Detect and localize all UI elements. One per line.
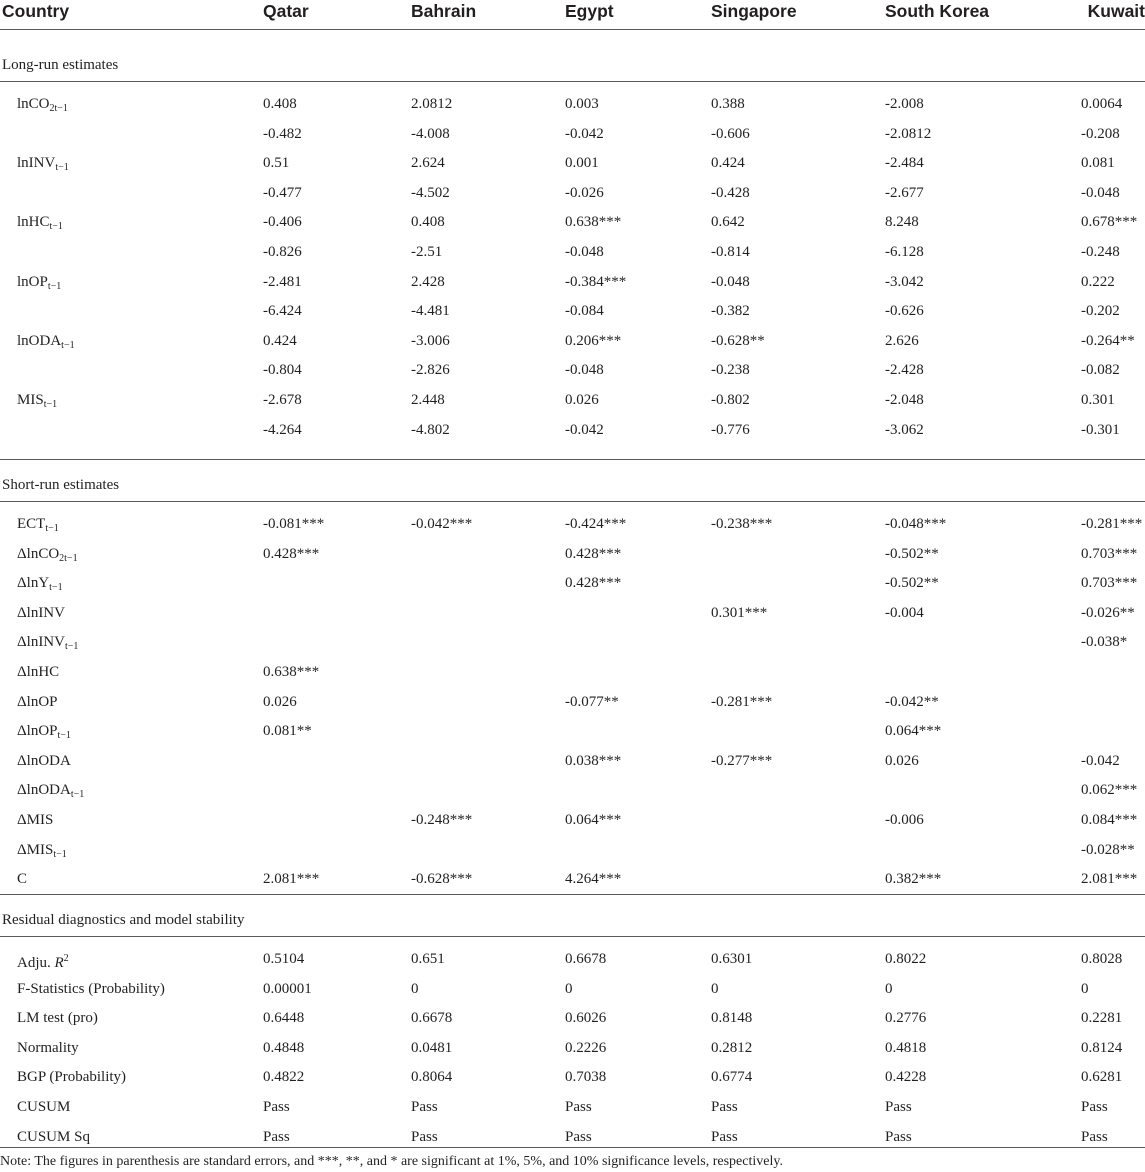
row-label bbox=[17, 1127, 90, 1147]
table-cell: 0 bbox=[1081, 980, 1089, 997]
table-cell: -0.384*** bbox=[565, 273, 627, 290]
table-cell: 0.7038 bbox=[565, 1069, 607, 1086]
header-country-6: Kuwait bbox=[1087, 1, 1145, 21]
row-label-text: lnODA bbox=[17, 332, 62, 349]
table-cell: -0.406 bbox=[263, 214, 302, 231]
table-cell: -0.238*** bbox=[711, 516, 773, 532]
table-row bbox=[0, 1008, 1145, 1038]
table-cell: Pass bbox=[565, 1099, 592, 1115]
section-title: Residual diagnostics and model stability bbox=[2, 912, 245, 928]
row-label-text: ΔlnINV bbox=[17, 604, 65, 621]
table-cell: -0.281*** bbox=[1081, 516, 1143, 532]
table-cell: 0.6678 bbox=[565, 951, 607, 967]
row-label bbox=[17, 780, 84, 800]
table-cell: 0.424 bbox=[263, 332, 297, 349]
table-cell: -0.048 bbox=[565, 244, 604, 260]
table-cell: -2.481 bbox=[263, 273, 302, 290]
row-label-sub: t−1 bbox=[49, 221, 63, 233]
table-cell: 0.6281 bbox=[1081, 1069, 1123, 1086]
table-cell: 2.081*** bbox=[263, 871, 320, 888]
row-label-sub: t−1 bbox=[55, 162, 69, 174]
row-label-sub: t−1 bbox=[49, 582, 63, 594]
row-label bbox=[17, 840, 67, 860]
table-cell: Pass bbox=[711, 1128, 738, 1145]
table-cell: -2.484 bbox=[885, 155, 924, 172]
table-cell: 2.624 bbox=[411, 155, 445, 172]
table-cell: 0.382*** bbox=[885, 871, 942, 888]
table-cell: 0.026 bbox=[263, 693, 297, 710]
table-cell: 0.6448 bbox=[263, 1010, 305, 1027]
table-cell: 0.638*** bbox=[565, 214, 622, 231]
table-cell: 0.081** bbox=[263, 723, 312, 740]
table-cell: -0.038* bbox=[1081, 634, 1128, 651]
table-cell: -4.802 bbox=[411, 421, 450, 438]
table-cell: 0.0064 bbox=[1081, 96, 1123, 112]
table-row bbox=[0, 1038, 1145, 1068]
row-label-text: BGP (Probability) bbox=[17, 1069, 127, 1086]
table-cell: 0.081 bbox=[1081, 155, 1115, 172]
table-cell: Pass bbox=[885, 1128, 912, 1145]
row-label-text: Adju. bbox=[17, 955, 55, 971]
table-cell: 0.51 bbox=[263, 155, 290, 172]
table-cell: Pass bbox=[263, 1099, 290, 1115]
table-cell: 0 bbox=[565, 980, 573, 997]
row-label-text: MIS bbox=[17, 392, 44, 408]
table-cell: -0.477 bbox=[263, 184, 302, 201]
table-cell: -0.048*** bbox=[885, 516, 947, 532]
row-label-text: C bbox=[17, 871, 28, 888]
table-row bbox=[0, 272, 1145, 302]
table-row bbox=[0, 514, 1145, 544]
table-cell: -0.082 bbox=[1081, 362, 1120, 379]
row-label-text: lnCO bbox=[17, 96, 50, 112]
row-label bbox=[17, 632, 78, 652]
table-cell: -0.202 bbox=[1081, 303, 1120, 320]
table-cell: 0.651 bbox=[411, 951, 445, 967]
table-cell: -0.826 bbox=[263, 244, 302, 260]
section-title-rule bbox=[0, 501, 1145, 502]
table-cell: 0.428*** bbox=[263, 545, 320, 562]
table-cell: 0.8064 bbox=[411, 1069, 453, 1086]
table-cell: 0.428*** bbox=[565, 575, 622, 592]
table-cell: -0.042** bbox=[885, 693, 939, 710]
table-cell: -0.042 bbox=[1081, 752, 1120, 769]
table-cell: -0.424*** bbox=[565, 516, 627, 532]
table-cell: 0.206*** bbox=[565, 332, 622, 349]
table-cell: 0.001 bbox=[565, 155, 599, 172]
row-label bbox=[17, 573, 63, 593]
table-row bbox=[0, 1127, 1145, 1157]
row-label bbox=[17, 810, 53, 830]
table-cell: 0.026 bbox=[565, 392, 599, 408]
table-cell: 0.6774 bbox=[711, 1069, 753, 1086]
row-label-text: ΔlnCO bbox=[17, 545, 60, 562]
table-row bbox=[0, 1067, 1145, 1097]
row-label bbox=[17, 1008, 98, 1028]
table-cell: 0.2812 bbox=[711, 1039, 753, 1056]
table-cell: 0.301 bbox=[1081, 392, 1115, 408]
table-cell: 0.388 bbox=[711, 96, 745, 112]
row-label bbox=[17, 692, 58, 712]
row-label bbox=[17, 869, 27, 889]
table-cell: -0.048 bbox=[1081, 184, 1120, 201]
table-cell: 0.301*** bbox=[711, 604, 768, 621]
table-row bbox=[0, 632, 1145, 662]
row-label bbox=[17, 662, 59, 682]
table-cell: 2.0812 bbox=[411, 96, 453, 112]
table-cell: Pass bbox=[565, 1128, 592, 1145]
table-cell: 0.038*** bbox=[565, 752, 622, 769]
table-cell: 0.703*** bbox=[1081, 545, 1138, 562]
table-cell: 0.4818 bbox=[885, 1039, 927, 1056]
row-label-sub: t−1 bbox=[47, 280, 62, 292]
table-cell: 0.064*** bbox=[885, 723, 942, 740]
table-cell: -0.248*** bbox=[411, 812, 473, 828]
row-label bbox=[17, 1097, 70, 1117]
table-cell: Pass bbox=[885, 1099, 912, 1115]
table-cell: -0.081*** bbox=[263, 516, 325, 532]
table-row bbox=[0, 544, 1145, 574]
row-label-sub: t−1 bbox=[70, 789, 85, 801]
row-label-sub: t−1 bbox=[64, 641, 79, 653]
table-cell: -0.006 bbox=[885, 812, 924, 828]
bottom-rule bbox=[0, 1147, 1145, 1148]
table-cell: -0.281*** bbox=[711, 693, 773, 710]
table-row bbox=[0, 721, 1145, 751]
table-cell: 0.408 bbox=[411, 214, 445, 231]
table-cell: -2.51 bbox=[411, 244, 443, 260]
table-cell: 0.6026 bbox=[565, 1010, 607, 1027]
row-label-sub: t−1 bbox=[43, 399, 58, 410]
table-cell: -3.042 bbox=[885, 273, 924, 290]
table-cell: 0.4228 bbox=[885, 1069, 927, 1086]
table-cell: -0.802 bbox=[711, 392, 750, 408]
table-row bbox=[0, 810, 1145, 840]
section-rule bbox=[0, 894, 1145, 895]
table-cell: 0.638*** bbox=[263, 664, 320, 680]
row-label-italic: R bbox=[54, 955, 64, 971]
table-row bbox=[0, 840, 1145, 870]
row-label bbox=[17, 751, 71, 771]
row-label-text: lnHC bbox=[17, 214, 50, 231]
table-header bbox=[0, 0, 1145, 29]
table-cell: 0.8124 bbox=[1081, 1039, 1123, 1056]
row-label bbox=[17, 979, 165, 999]
table-row bbox=[0, 949, 1145, 979]
row-label bbox=[17, 514, 59, 534]
table-cell: -0.048 bbox=[565, 362, 604, 379]
row-label-text: ΔlnINV bbox=[17, 634, 65, 651]
table-row bbox=[0, 979, 1145, 1009]
table-cell: 0 bbox=[885, 980, 893, 997]
row-label-text: ΔlnOP bbox=[17, 693, 58, 710]
row-label-text: ΔlnOP bbox=[17, 723, 58, 740]
table-cell: -0.048 bbox=[711, 273, 750, 290]
table-cell: -0.238 bbox=[711, 362, 750, 379]
header-country: Country bbox=[2, 1, 70, 21]
table-note: Note: The figures in parenthesis are standard errors, and ***, **, and * are significant at 1%, 5%, and 10% significance levels, respectively. bbox=[0, 1154, 783, 1169]
table-row bbox=[0, 1097, 1145, 1127]
table-cell: 0.2776 bbox=[885, 1010, 927, 1027]
table-cell: -2.008 bbox=[885, 96, 924, 112]
table-cell: -3.006 bbox=[411, 332, 450, 349]
table-cell: 0.8148 bbox=[711, 1010, 753, 1027]
table-cell: -0.084 bbox=[565, 303, 604, 320]
table-row bbox=[0, 573, 1145, 603]
table-cell: -2.678 bbox=[263, 392, 302, 408]
table-cell: 0.4822 bbox=[263, 1069, 305, 1086]
row-label bbox=[17, 94, 68, 114]
table-cell: -0.264** bbox=[1081, 332, 1135, 349]
table-cell: 0.062*** bbox=[1081, 782, 1138, 799]
table-cell: -0.428 bbox=[711, 184, 750, 201]
row-label-sub: 2t−1 bbox=[49, 103, 68, 114]
table-cell: -0.277*** bbox=[711, 752, 773, 769]
table-cell: Pass bbox=[411, 1099, 438, 1115]
section-title: Short-run estimates bbox=[2, 477, 120, 493]
row-label bbox=[17, 331, 75, 351]
table-cell: 0.222 bbox=[1081, 273, 1115, 290]
row-label-sup: 2 bbox=[63, 953, 69, 964]
table-cell: -2.0812 bbox=[885, 125, 932, 142]
table-row bbox=[0, 94, 1145, 124]
table-cell: -0.042 bbox=[565, 125, 604, 142]
row-label bbox=[17, 603, 65, 623]
table-cell: -0.804 bbox=[263, 362, 302, 379]
table-cell: -0.628*** bbox=[411, 871, 473, 888]
row-label bbox=[17, 153, 69, 173]
table-cell: 2.626 bbox=[885, 332, 919, 349]
row-label bbox=[17, 1067, 126, 1087]
table-cell: -0.301 bbox=[1081, 421, 1120, 438]
table-cell: 8.248 bbox=[885, 214, 919, 231]
table-cell: 0.084*** bbox=[1081, 812, 1138, 828]
header-rule bbox=[0, 29, 1145, 30]
table-row bbox=[0, 153, 1145, 183]
table-cell: -6.424 bbox=[263, 303, 302, 320]
row-label-text: ΔMIS bbox=[17, 841, 54, 858]
table-cell: -0.026** bbox=[1081, 604, 1135, 621]
table-cell: -4.481 bbox=[411, 303, 450, 320]
header-country-2: Bahrain bbox=[411, 1, 477, 21]
table-row bbox=[0, 390, 1145, 420]
table-cell: 0.2281 bbox=[1081, 1010, 1123, 1027]
table-cell: 2.448 bbox=[411, 392, 445, 408]
row-label bbox=[17, 544, 78, 564]
table-cell: -4.264 bbox=[263, 421, 302, 438]
row-label-text: ΔlnY bbox=[17, 575, 50, 592]
row-label-sub: t−1 bbox=[53, 848, 67, 860]
table-cell: -0.482 bbox=[263, 125, 302, 142]
row-label bbox=[17, 212, 63, 232]
table-cell: -0.776 bbox=[711, 421, 750, 438]
table-row bbox=[0, 751, 1145, 781]
table-cell: Pass bbox=[1081, 1128, 1108, 1145]
row-label-text: lnINV bbox=[17, 155, 56, 172]
table-cell: 0.003 bbox=[565, 96, 599, 112]
row-label-sub: t−1 bbox=[61, 339, 75, 351]
row-label-text: ECT bbox=[17, 516, 46, 532]
table-cell: 4.264*** bbox=[565, 871, 622, 888]
table-cell: 0 bbox=[411, 980, 419, 997]
table-cell: 2.428 bbox=[411, 273, 445, 290]
table-row bbox=[0, 603, 1145, 633]
table-cell: 0.8022 bbox=[885, 951, 927, 967]
table-cell: -0.502** bbox=[885, 575, 939, 592]
table-cell: -0.042*** bbox=[411, 516, 473, 532]
table-cell: 0.00001 bbox=[263, 980, 312, 997]
table-row bbox=[0, 212, 1145, 242]
table-cell: -0.626 bbox=[885, 303, 924, 320]
table-cell: -0.248 bbox=[1081, 244, 1120, 260]
row-label-text: F-Statistics (Probability) bbox=[17, 980, 165, 997]
section-rule bbox=[0, 459, 1145, 460]
table-cell: -0.814 bbox=[711, 244, 750, 260]
table-cell: 0.064*** bbox=[565, 812, 622, 828]
header-country-3: Egypt bbox=[565, 1, 614, 21]
table-cell: -0.606 bbox=[711, 125, 750, 142]
row-label-text: ΔlnODA bbox=[17, 752, 71, 769]
table-cell: 0.642 bbox=[711, 214, 745, 231]
table-cell: -0.004 bbox=[885, 604, 924, 621]
row-label bbox=[17, 949, 69, 973]
section-title: Long-run estimates bbox=[2, 57, 119, 73]
row-label-text: CUSUM Sq bbox=[17, 1128, 90, 1145]
section-title-rule bbox=[0, 936, 1145, 937]
table-cell: 0.678*** bbox=[1081, 214, 1138, 231]
row-label-text: LM test (pro) bbox=[17, 1010, 98, 1027]
table-row bbox=[0, 242, 1145, 272]
table-cell: -2.677 bbox=[885, 184, 924, 201]
table-cell: 0.8028 bbox=[1081, 951, 1123, 967]
row-label bbox=[17, 390, 57, 410]
table-cell: 0.6678 bbox=[411, 1010, 453, 1027]
header-country-4: Singapore bbox=[711, 1, 797, 21]
table-cell: 0 bbox=[711, 980, 719, 997]
table-cell: -0.628** bbox=[711, 332, 765, 349]
table-cell: -0.502** bbox=[885, 545, 939, 562]
row-label bbox=[17, 721, 71, 741]
table-cell: Pass bbox=[263, 1128, 290, 1145]
row-label bbox=[17, 272, 61, 292]
table-cell: -4.008 bbox=[411, 125, 450, 142]
row-label-text: lnOP bbox=[17, 273, 48, 290]
table-row bbox=[0, 692, 1145, 722]
table-cell: Pass bbox=[411, 1128, 438, 1145]
table-row bbox=[0, 360, 1145, 390]
table-cell: 0.0481 bbox=[411, 1039, 453, 1056]
row-label-text: ΔlnHC bbox=[17, 664, 60, 680]
row-label-text: ΔMIS bbox=[17, 812, 54, 828]
table-row bbox=[0, 301, 1145, 331]
table-cell: 0.5104 bbox=[263, 951, 305, 967]
row-label-text: Normality bbox=[17, 1039, 79, 1056]
table-row bbox=[0, 183, 1145, 213]
table-row bbox=[0, 124, 1145, 154]
table-cell: 2.081*** bbox=[1081, 871, 1138, 888]
table-cell: 0.6301 bbox=[711, 951, 753, 967]
table-cell: -0.028** bbox=[1081, 841, 1135, 858]
table-cell: -0.026 bbox=[565, 184, 604, 201]
table-cell: -0.077** bbox=[565, 693, 619, 710]
table-cell: -2.428 bbox=[885, 362, 924, 379]
row-label-text: CUSUM bbox=[17, 1099, 71, 1115]
row-label-sub: t−1 bbox=[45, 523, 59, 534]
table-row bbox=[0, 662, 1145, 692]
table-row bbox=[0, 331, 1145, 361]
row-label-sub: t−1 bbox=[57, 730, 71, 742]
row-label bbox=[17, 1038, 79, 1058]
table-cell: -6.128 bbox=[885, 244, 924, 260]
table-cell: -4.502 bbox=[411, 184, 450, 201]
section-title-rule bbox=[0, 81, 1145, 82]
header-country-1: Qatar bbox=[263, 1, 309, 21]
table-row bbox=[0, 780, 1145, 810]
table-cell: 0.424 bbox=[711, 155, 745, 172]
table-cell: Pass bbox=[711, 1099, 738, 1115]
table-cell: -2.826 bbox=[411, 362, 450, 379]
table-cell: Pass bbox=[1081, 1099, 1108, 1115]
table-cell: -3.062 bbox=[885, 421, 924, 438]
table-cell: 0.428*** bbox=[565, 545, 622, 562]
table-cell: 0.2226 bbox=[565, 1039, 607, 1056]
row-label-sub: 2t−1 bbox=[59, 552, 78, 564]
row-label-text: ΔlnODA bbox=[17, 782, 71, 799]
table-cell: 0.703*** bbox=[1081, 575, 1138, 592]
table-cell: -2.048 bbox=[885, 392, 924, 408]
header-country-5: South Korea bbox=[885, 1, 990, 21]
table-cell: 0.4848 bbox=[263, 1039, 305, 1056]
table-cell: -0.382 bbox=[711, 303, 750, 320]
table-cell: 0.026 bbox=[885, 752, 919, 769]
table-row bbox=[0, 420, 1145, 450]
table-cell: -0.042 bbox=[565, 421, 604, 438]
table-cell: -0.208 bbox=[1081, 125, 1120, 142]
table-cell: 0.408 bbox=[263, 96, 297, 112]
